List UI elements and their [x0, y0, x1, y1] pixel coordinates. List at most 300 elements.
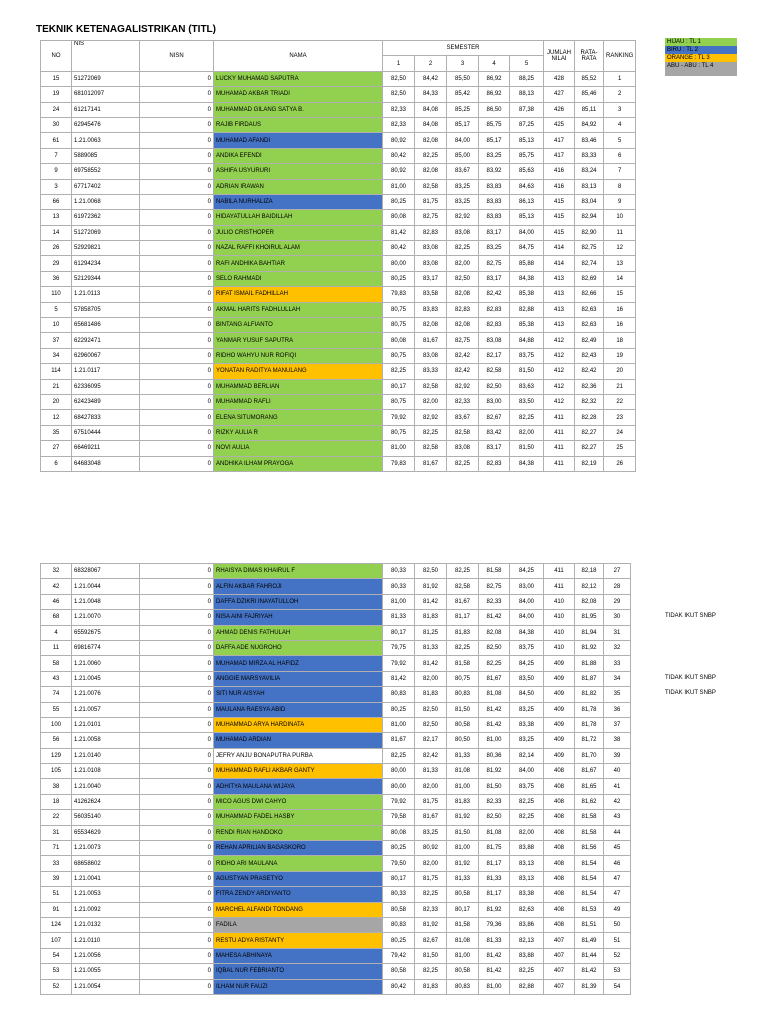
sem3-cell: 81,33 — [447, 871, 479, 886]
sem1-cell: 82,50 — [383, 87, 415, 102]
rata-cell: 81,58 — [575, 825, 604, 840]
rata-cell: 83,04 — [575, 194, 604, 209]
nis-cell: 68328067 — [72, 564, 140, 579]
rank-cell: 44 — [604, 825, 631, 840]
sem1-cell: 79,50 — [383, 856, 415, 871]
sem3-cell: 80,50 — [447, 733, 479, 748]
no-cell: 27 — [41, 441, 72, 456]
table-row — [41, 948, 631, 963]
table-2-body — [41, 564, 631, 995]
rata-cell: 82,27 — [575, 441, 604, 456]
name-cell: DAFFA ADE NUGROHO — [214, 640, 383, 655]
name-cell: MUHAMAD AKBAR TRIADI — [214, 87, 383, 102]
rank-cell: 5 — [604, 133, 636, 148]
no-cell: 34 — [41, 348, 72, 363]
nis-cell: 51272069 — [72, 225, 140, 240]
sem1-cell: 82,50 — [383, 71, 415, 86]
sem3-cell: 83,67 — [447, 410, 479, 425]
sem5-cell: 82,14 — [510, 748, 544, 763]
no-cell: 55 — [41, 702, 72, 717]
sem2-cell: 83,58 — [415, 287, 447, 302]
sem3-cell: 82,50 — [447, 271, 479, 286]
sem4-cell: 82,42 — [479, 287, 510, 302]
no-cell: 71 — [41, 841, 72, 856]
sem3-cell: 84,00 — [447, 133, 479, 148]
name-cell: MUHAMAD ARDIAN — [214, 733, 383, 748]
sem4-cell: 81,42 — [479, 948, 510, 963]
sem3-cell: 83,08 — [447, 441, 479, 456]
rank-cell: 43 — [604, 810, 631, 825]
nisn-cell: 0 — [140, 948, 214, 963]
rata-cell: 82,75 — [575, 241, 604, 256]
jumlah-cell: 411 — [544, 564, 575, 579]
sem2-cell: 83,08 — [415, 256, 447, 271]
sem1-cell: 80,42 — [383, 979, 415, 994]
sem3-cell: 82,42 — [447, 364, 479, 379]
sem3-cell: 81,50 — [447, 825, 479, 840]
table-row — [41, 133, 636, 148]
sem1-cell: 81,67 — [383, 733, 415, 748]
name-cell: JULIO CRISTHOPER — [214, 225, 383, 240]
rank-cell: 16 — [604, 302, 636, 317]
nis-cell: 1.21.0076 — [72, 687, 140, 702]
rank-cell: 21 — [604, 379, 636, 394]
rata-cell: 82,08 — [575, 594, 604, 609]
sem2-cell: 82,08 — [415, 164, 447, 179]
rata-cell: 81,70 — [575, 748, 604, 763]
sem1-cell: 81,00 — [383, 179, 415, 194]
rank-cell: 7 — [604, 164, 636, 179]
table-row — [41, 702, 631, 717]
rank-cell: 32 — [604, 640, 631, 655]
sem3-cell: 81,67 — [447, 594, 479, 609]
nisn-cell: 0 — [140, 287, 214, 302]
rata-cell: 81,42 — [575, 964, 604, 979]
sem3-cell: 80,58 — [447, 887, 479, 902]
nisn-cell: 0 — [140, 333, 214, 348]
jumlah-cell: 409 — [544, 656, 575, 671]
nis-cell: 52929821 — [72, 241, 140, 256]
rata-cell: 81,49 — [575, 933, 604, 948]
sem1-cell: 80,75 — [383, 302, 415, 317]
color-legend — [665, 38, 737, 76]
sem4-cell: 81,92 — [479, 764, 510, 779]
sem1-cell: 80,33 — [383, 579, 415, 594]
rata-cell: 81,44 — [575, 948, 604, 963]
nisn-cell: 0 — [140, 594, 214, 609]
sem4-cell: 83,83 — [479, 179, 510, 194]
sem3-cell: 80,83 — [447, 687, 479, 702]
table-row — [41, 394, 636, 409]
no-cell: 56 — [41, 733, 72, 748]
rata-cell: 82,27 — [575, 425, 604, 440]
nisn-cell: 0 — [140, 841, 214, 856]
sem2-cell: 82,25 — [415, 425, 447, 440]
name-cell: MUHAMAD AFANDI — [214, 133, 383, 148]
nisn-cell: 0 — [140, 302, 214, 317]
nisn-cell: 0 — [140, 102, 214, 117]
sem1-cell: 80,75 — [383, 318, 415, 333]
sem2-cell: 82,25 — [415, 964, 447, 979]
sem5-cell: 84,38 — [510, 456, 544, 471]
sem5-cell: 84,25 — [510, 656, 544, 671]
jumlah-cell: 411 — [544, 425, 575, 440]
nisn-cell: 0 — [140, 871, 214, 886]
sem1-cell: 81,00 — [383, 594, 415, 609]
sem3-cell: 80,75 — [447, 671, 479, 686]
jumlah-cell: 410 — [544, 594, 575, 609]
nis-cell: 69758552 — [72, 164, 140, 179]
sem2-cell: 82,83 — [415, 225, 447, 240]
name-cell: RIDHO WAHYU NUR ROFIQI — [214, 348, 383, 363]
rata-cell: 81,62 — [575, 794, 604, 809]
no-cell: 15 — [41, 71, 72, 86]
nisn-cell: 0 — [140, 810, 214, 825]
rank-cell: 52 — [604, 948, 631, 963]
table-row — [41, 225, 636, 240]
sem4-cell: 82,67 — [479, 410, 510, 425]
sem5-cell: 82,25 — [510, 794, 544, 809]
sem2-cell: 80,92 — [415, 841, 447, 856]
header-semester: SEMESTER — [383, 41, 544, 56]
sem5-cell: 84,25 — [510, 564, 544, 579]
sem2-cell: 83,08 — [415, 348, 447, 363]
sem4-cell: 82,83 — [479, 456, 510, 471]
sem3-cell: 82,25 — [447, 640, 479, 655]
name-cell: MUHAMMAD RAFLI AKBAR GANTY — [214, 764, 383, 779]
nis-cell: 62945476 — [72, 117, 140, 132]
sem4-cell: 83,25 — [479, 148, 510, 163]
header-sem-4: 4 — [479, 56, 510, 71]
rank-cell: 1 — [604, 71, 636, 86]
nis-cell: 1.21.0054 — [72, 979, 140, 994]
table-row — [41, 441, 636, 456]
jumlah-cell: 410 — [544, 610, 575, 625]
sem2-cell: 82,00 — [415, 779, 447, 794]
name-cell: MAULANA RAESYA ABID — [214, 702, 383, 717]
sem2-cell: 81,42 — [415, 656, 447, 671]
table-row — [41, 794, 631, 809]
table-row — [41, 594, 631, 609]
nisn-cell: 0 — [140, 348, 214, 363]
sem1-cell: 80,25 — [383, 933, 415, 948]
sem2-cell: 81,33 — [415, 640, 447, 655]
name-cell: ADHITYA MAULANA WIJAYA — [214, 779, 383, 794]
sem5-cell: 83,38 — [510, 717, 544, 732]
sem5-cell: 83,00 — [510, 579, 544, 594]
sem1-cell: 81,33 — [383, 610, 415, 625]
sem4-cell: 81,75 — [479, 841, 510, 856]
jumlah-cell: 408 — [544, 917, 575, 932]
name-cell: MUHAMMAD RAFLI — [214, 394, 383, 409]
jumlah-cell: 415 — [544, 210, 575, 225]
name-cell: MUHAMMAD BERLIAN — [214, 379, 383, 394]
sem3-cell: 80,17 — [447, 902, 479, 917]
table-row — [41, 456, 636, 471]
rata-cell: 83,13 — [575, 179, 604, 194]
sem3-cell: 82,00 — [447, 256, 479, 271]
name-cell: ANGGIE MARSYAVILIA — [214, 671, 383, 686]
sem3-cell: 81,08 — [447, 764, 479, 779]
sem3-cell: 82,25 — [447, 241, 479, 256]
sem2-cell: 81,67 — [415, 810, 447, 825]
nis-cell: 1.21.0063 — [72, 133, 140, 148]
rata-cell: 82,90 — [575, 225, 604, 240]
jumlah-cell: 408 — [544, 810, 575, 825]
no-cell: 61 — [41, 133, 72, 148]
nis-cell: 56035140 — [72, 810, 140, 825]
sem4-cell: 81,67 — [479, 671, 510, 686]
rata-cell: 82,32 — [575, 394, 604, 409]
nis-cell: 66469211 — [72, 441, 140, 456]
table-row — [41, 179, 636, 194]
no-cell: 22 — [41, 810, 72, 825]
nisn-cell: 0 — [140, 656, 214, 671]
nis-cell: 65681486 — [72, 318, 140, 333]
jumlah-cell: 417 — [544, 148, 575, 163]
sem5-cell: 83,75 — [510, 348, 544, 363]
nisn-cell: 0 — [140, 979, 214, 994]
name-cell: MICO AGUS DWI CAHYO — [214, 794, 383, 809]
nisn-cell: 0 — [140, 133, 214, 148]
rata-cell: 82,66 — [575, 287, 604, 302]
no-cell: 12 — [41, 410, 72, 425]
nisn-cell: 0 — [140, 733, 214, 748]
no-cell: 91 — [41, 902, 72, 917]
nisn-cell: 0 — [140, 456, 214, 471]
jumlah-cell: 414 — [544, 241, 575, 256]
sem2-cell: 82,25 — [415, 148, 447, 163]
no-cell: 43 — [41, 671, 72, 686]
header-sem-1: 1 — [383, 56, 415, 71]
table-row — [41, 979, 631, 994]
nis-cell: 51272069 — [72, 71, 140, 86]
jumlah-cell: 409 — [544, 671, 575, 686]
rank-cell: 20 — [604, 364, 636, 379]
sem1-cell: 80,08 — [383, 333, 415, 348]
jumlah-cell: 411 — [544, 410, 575, 425]
sem3-cell: 83,25 — [447, 179, 479, 194]
name-cell: BINTANG ALFIANTO — [214, 318, 383, 333]
sem1-cell: 80,25 — [383, 841, 415, 856]
nisn-cell: 0 — [140, 717, 214, 732]
sem3-cell: 81,92 — [447, 810, 479, 825]
sem1-cell: 82,25 — [383, 364, 415, 379]
sem3-cell: 82,83 — [447, 302, 479, 317]
jumlah-cell: 415 — [544, 194, 575, 209]
sem1-cell: 81,42 — [383, 671, 415, 686]
nisn-cell: 0 — [140, 364, 214, 379]
sem1-cell: 80,75 — [383, 425, 415, 440]
rata-cell: 83,24 — [575, 164, 604, 179]
sem1-cell: 80,25 — [383, 271, 415, 286]
no-cell: 124 — [41, 917, 72, 932]
sem4-cell: 83,42 — [479, 425, 510, 440]
sem3-cell: 85,50 — [447, 71, 479, 86]
name-cell: REHAN APRILIAN BAGASKORO — [214, 841, 383, 856]
nis-cell: 57858705 — [72, 302, 140, 317]
sem5-cell: 83,50 — [510, 394, 544, 409]
rata-cell: 82,94 — [575, 210, 604, 225]
rank-cell: 42 — [604, 794, 631, 809]
rata-cell: 82,12 — [575, 579, 604, 594]
rata-cell: 81,51 — [575, 917, 604, 932]
no-cell: 46 — [41, 594, 72, 609]
sem5-cell: 81,50 — [510, 364, 544, 379]
nisn-cell: 0 — [140, 748, 214, 763]
name-cell: AKMAL HARITS FADHLULLAH — [214, 302, 383, 317]
sem2-cell: 82,00 — [415, 856, 447, 871]
sem2-cell: 82,58 — [415, 441, 447, 456]
no-cell: 29 — [41, 256, 72, 271]
sem4-cell: 86,92 — [479, 71, 510, 86]
sem4-cell: 83,83 — [479, 210, 510, 225]
sem5-cell: 83,86 — [510, 917, 544, 932]
name-cell: ANDIKA EFENDI — [214, 148, 383, 163]
nisn-cell: 0 — [140, 640, 214, 655]
table-row — [41, 87, 636, 102]
nis-cell: 64683048 — [72, 456, 140, 471]
jumlah-cell: 413 — [544, 271, 575, 286]
sem4-cell: 81,58 — [479, 564, 510, 579]
table-row — [41, 856, 631, 871]
rank-cell: 25 — [604, 441, 636, 456]
nisn-cell: 0 — [140, 856, 214, 871]
name-cell: ASHIFA USYURURI — [214, 164, 383, 179]
table-row — [41, 364, 636, 379]
nis-cell: 1.21.0108 — [72, 764, 140, 779]
sem4-cell: 82,50 — [479, 379, 510, 394]
name-cell: NABILA NURHALIZA — [214, 194, 383, 209]
jumlah-cell: 412 — [544, 364, 575, 379]
sem5-cell: 83,13 — [510, 856, 544, 871]
sem4-cell: 81,33 — [479, 933, 510, 948]
sem5-cell: 84,00 — [510, 610, 544, 625]
sem4-cell: 85,17 — [479, 133, 510, 148]
sem2-cell: 84,42 — [415, 71, 447, 86]
rata-cell: 81,95 — [575, 610, 604, 625]
nis-cell: 1.21.0044 — [72, 579, 140, 594]
sem5-cell: 85,63 — [510, 164, 544, 179]
rank-cell: 47 — [604, 887, 631, 902]
sem3-cell: 81,00 — [447, 841, 479, 856]
sem3-cell: 81,00 — [447, 948, 479, 963]
nisn-cell: 0 — [140, 394, 214, 409]
sem2-cell: 82,17 — [415, 733, 447, 748]
nisn-cell: 0 — [140, 179, 214, 194]
nisn-cell: 0 — [140, 902, 214, 917]
name-cell: NISA AINI FAJRIYAH — [214, 610, 383, 625]
table-row — [41, 379, 636, 394]
sem1-cell: 80,42 — [383, 148, 415, 163]
jumlah-cell: 412 — [544, 379, 575, 394]
sem4-cell: 85,75 — [479, 117, 510, 132]
sem2-cell: 81,33 — [415, 764, 447, 779]
table-row — [41, 625, 631, 640]
sem4-cell: 83,17 — [479, 225, 510, 240]
table-row — [41, 256, 636, 271]
table-row — [41, 779, 631, 794]
nis-cell: 1.21.0060 — [72, 656, 140, 671]
sem5-cell: 83,13 — [510, 871, 544, 886]
rata-cell: 85,52 — [575, 71, 604, 86]
table-row — [41, 964, 631, 979]
header-nisn: NISN — [140, 41, 214, 72]
rank-cell: 29 — [604, 594, 631, 609]
jumlah-cell: 407 — [544, 979, 575, 994]
sem4-cell: 82,50 — [479, 640, 510, 655]
nisn-cell: 0 — [140, 579, 214, 594]
rank-cell: 10 — [604, 210, 636, 225]
name-cell: ADRIAN IRAWAN — [214, 179, 383, 194]
sem4-cell: 82,17 — [479, 348, 510, 363]
sem5-cell: 87,38 — [510, 102, 544, 117]
no-cell: 18 — [41, 794, 72, 809]
sem4-cell: 83,25 — [479, 241, 510, 256]
sem5-cell: 82,63 — [510, 902, 544, 917]
sem1-cell: 81,00 — [383, 717, 415, 732]
nis-cell: 68658602 — [72, 856, 140, 871]
name-cell: YANMAR YUSUF SAPUTRA — [214, 333, 383, 348]
sem5-cell: 88,13 — [510, 87, 544, 102]
sem2-cell: 82,33 — [415, 902, 447, 917]
rank-cell: 34 — [604, 671, 631, 686]
name-cell: SELO RAHMADI — [214, 271, 383, 286]
rata-cell: 81,78 — [575, 702, 604, 717]
name-cell: RAJIB FIRDAUS — [214, 117, 383, 132]
sem5-cell: 83,63 — [510, 379, 544, 394]
rata-cell: 81,92 — [575, 640, 604, 655]
table-row — [41, 733, 631, 748]
sem4-cell: 82,33 — [479, 594, 510, 609]
rata-cell: 85,11 — [575, 102, 604, 117]
table-row — [41, 333, 636, 348]
sem4-cell: 81,00 — [479, 733, 510, 748]
sem2-cell: 81,92 — [415, 917, 447, 932]
nis-cell: 67510444 — [72, 425, 140, 440]
name-cell: SITI NUR AISYAH — [214, 687, 383, 702]
rata-cell: 82,43 — [575, 348, 604, 363]
sem2-cell: 81,67 — [415, 333, 447, 348]
nisn-cell: 0 — [140, 887, 214, 902]
rank-cell: 51 — [604, 933, 631, 948]
sem2-cell: 82,50 — [415, 702, 447, 717]
jumlah-cell: 407 — [544, 948, 575, 963]
jumlah-cell: 409 — [544, 717, 575, 732]
jumlah-cell: 412 — [544, 348, 575, 363]
rank-cell: 35 — [604, 687, 631, 702]
no-cell: 32 — [41, 564, 72, 579]
rank-cell: 23 — [604, 410, 636, 425]
sem4-cell: 79,36 — [479, 917, 510, 932]
nis-cell: 1.21.0048 — [72, 594, 140, 609]
jumlah-cell: 411 — [544, 579, 575, 594]
table-row — [41, 194, 636, 209]
nis-cell: 1.21.0101 — [72, 717, 140, 732]
rank-cell: 39 — [604, 748, 631, 763]
sem1-cell: 82,33 — [383, 117, 415, 132]
nisn-cell: 0 — [140, 117, 214, 132]
sem1-cell: 80,42 — [383, 241, 415, 256]
nis-cell: 1.21.0068 — [72, 194, 140, 209]
name-cell: MUHAMAD MIRZA AL HAFIDZ — [214, 656, 383, 671]
nis-cell: 65592675 — [72, 625, 140, 640]
table-row — [41, 102, 636, 117]
sem2-cell: 82,08 — [415, 318, 447, 333]
rata-cell: 83,33 — [575, 148, 604, 163]
nisn-cell: 0 — [140, 71, 214, 86]
sem3-cell: 81,00 — [447, 779, 479, 794]
